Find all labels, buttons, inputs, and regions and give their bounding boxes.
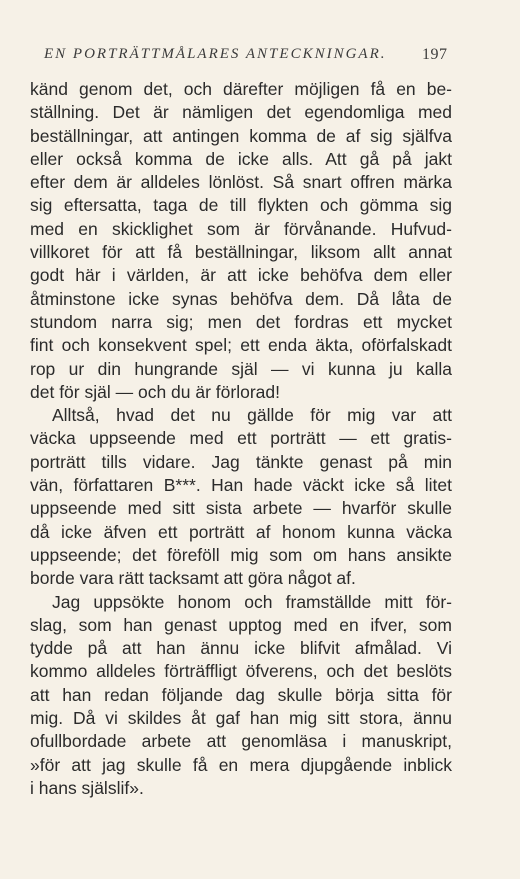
text-line: rop ur din hungrande själ — vi kunna ju kalla [30, 358, 452, 379]
text-line: det för själ — och du är förlorad! [30, 381, 280, 402]
text-line: med en skicklighet som är förvånande. Hufvud- [30, 218, 452, 239]
text-line: Alltså, hvad det nu gällde för mig var att [52, 405, 452, 426]
text-line: slag, som han genast upptog med en ifver, som [30, 614, 452, 635]
text-line: »för att jag skulle få en mera djupgående inblick [30, 754, 452, 775]
text-line: uppseende; det föreföll mig som om hans ansikte [30, 544, 452, 565]
text-line: fint och konsekvent spel; ett enda äkta, oförfalskadt [30, 335, 452, 356]
text-line: ställning. Det är nämligen det egendomliga med [30, 102, 452, 123]
text-line: då icke äfven ett porträtt af honom kunna väcka [30, 521, 452, 542]
body-text [30, 78, 452, 800]
page-number: 197 [422, 46, 448, 63]
text-line: sig eftersatta, taga de till flykten och gömma sig [30, 195, 452, 216]
text-line: att han redan följande dag skulle börja sitta för [30, 684, 452, 705]
text-line: tydde på att han ännu icke blifvit afmålad. Vi [30, 638, 452, 659]
running-title: EN PORTRÄTTMÅLARES ANTECKNINGAR. [44, 46, 387, 62]
text-line: beställningar, att antingen komma de af sig själfva [30, 125, 452, 146]
text-line: borde vara rätt tacksamt att göra något af. [30, 568, 356, 589]
text-line: efter dem är alldeles lönlöst. Så snart offren märka [30, 172, 452, 193]
text-line: mig. Då vi skildes åt gaf han mig sitt stora, ännu [30, 708, 452, 729]
text-line: villkoret för att få beställningar, liksom allt annat [30, 242, 452, 263]
text-line: i hans själslif». [30, 777, 144, 798]
text-line: väcka uppseende med ett porträtt — ett gratis- [30, 428, 452, 449]
text-line: Jag uppsökte honom och framställde mitt för- [52, 591, 452, 612]
text-line: kommo alldeles förträffligt öfverens, och det beslöts [30, 661, 452, 682]
text-line: stundom narra sig; men det fordras ett mycket [30, 311, 452, 332]
text-line: porträtt tills vidare. Jag tänkte genast på min [30, 451, 452, 472]
text-line: eller också komma de icke alls. Att gå på jakt [30, 148, 452, 169]
text-line: ofullbordade arbete att genomläsa i manuskript, [30, 731, 452, 752]
page-header [0, 46, 520, 70]
text-line: vän, författaren B***. Han hade väckt icke så litet [30, 475, 452, 496]
text-line: känd genom det, och därefter möjligen få en be- [30, 79, 452, 99]
text-line: godt här i världen, är att icke behöfva dem eller [30, 265, 452, 286]
text-line: åtminstone icke synas behöfva dem. Då låta de [30, 288, 452, 309]
text-line: uppseende med sitt sista arbete — hvarför skulle [30, 498, 452, 519]
